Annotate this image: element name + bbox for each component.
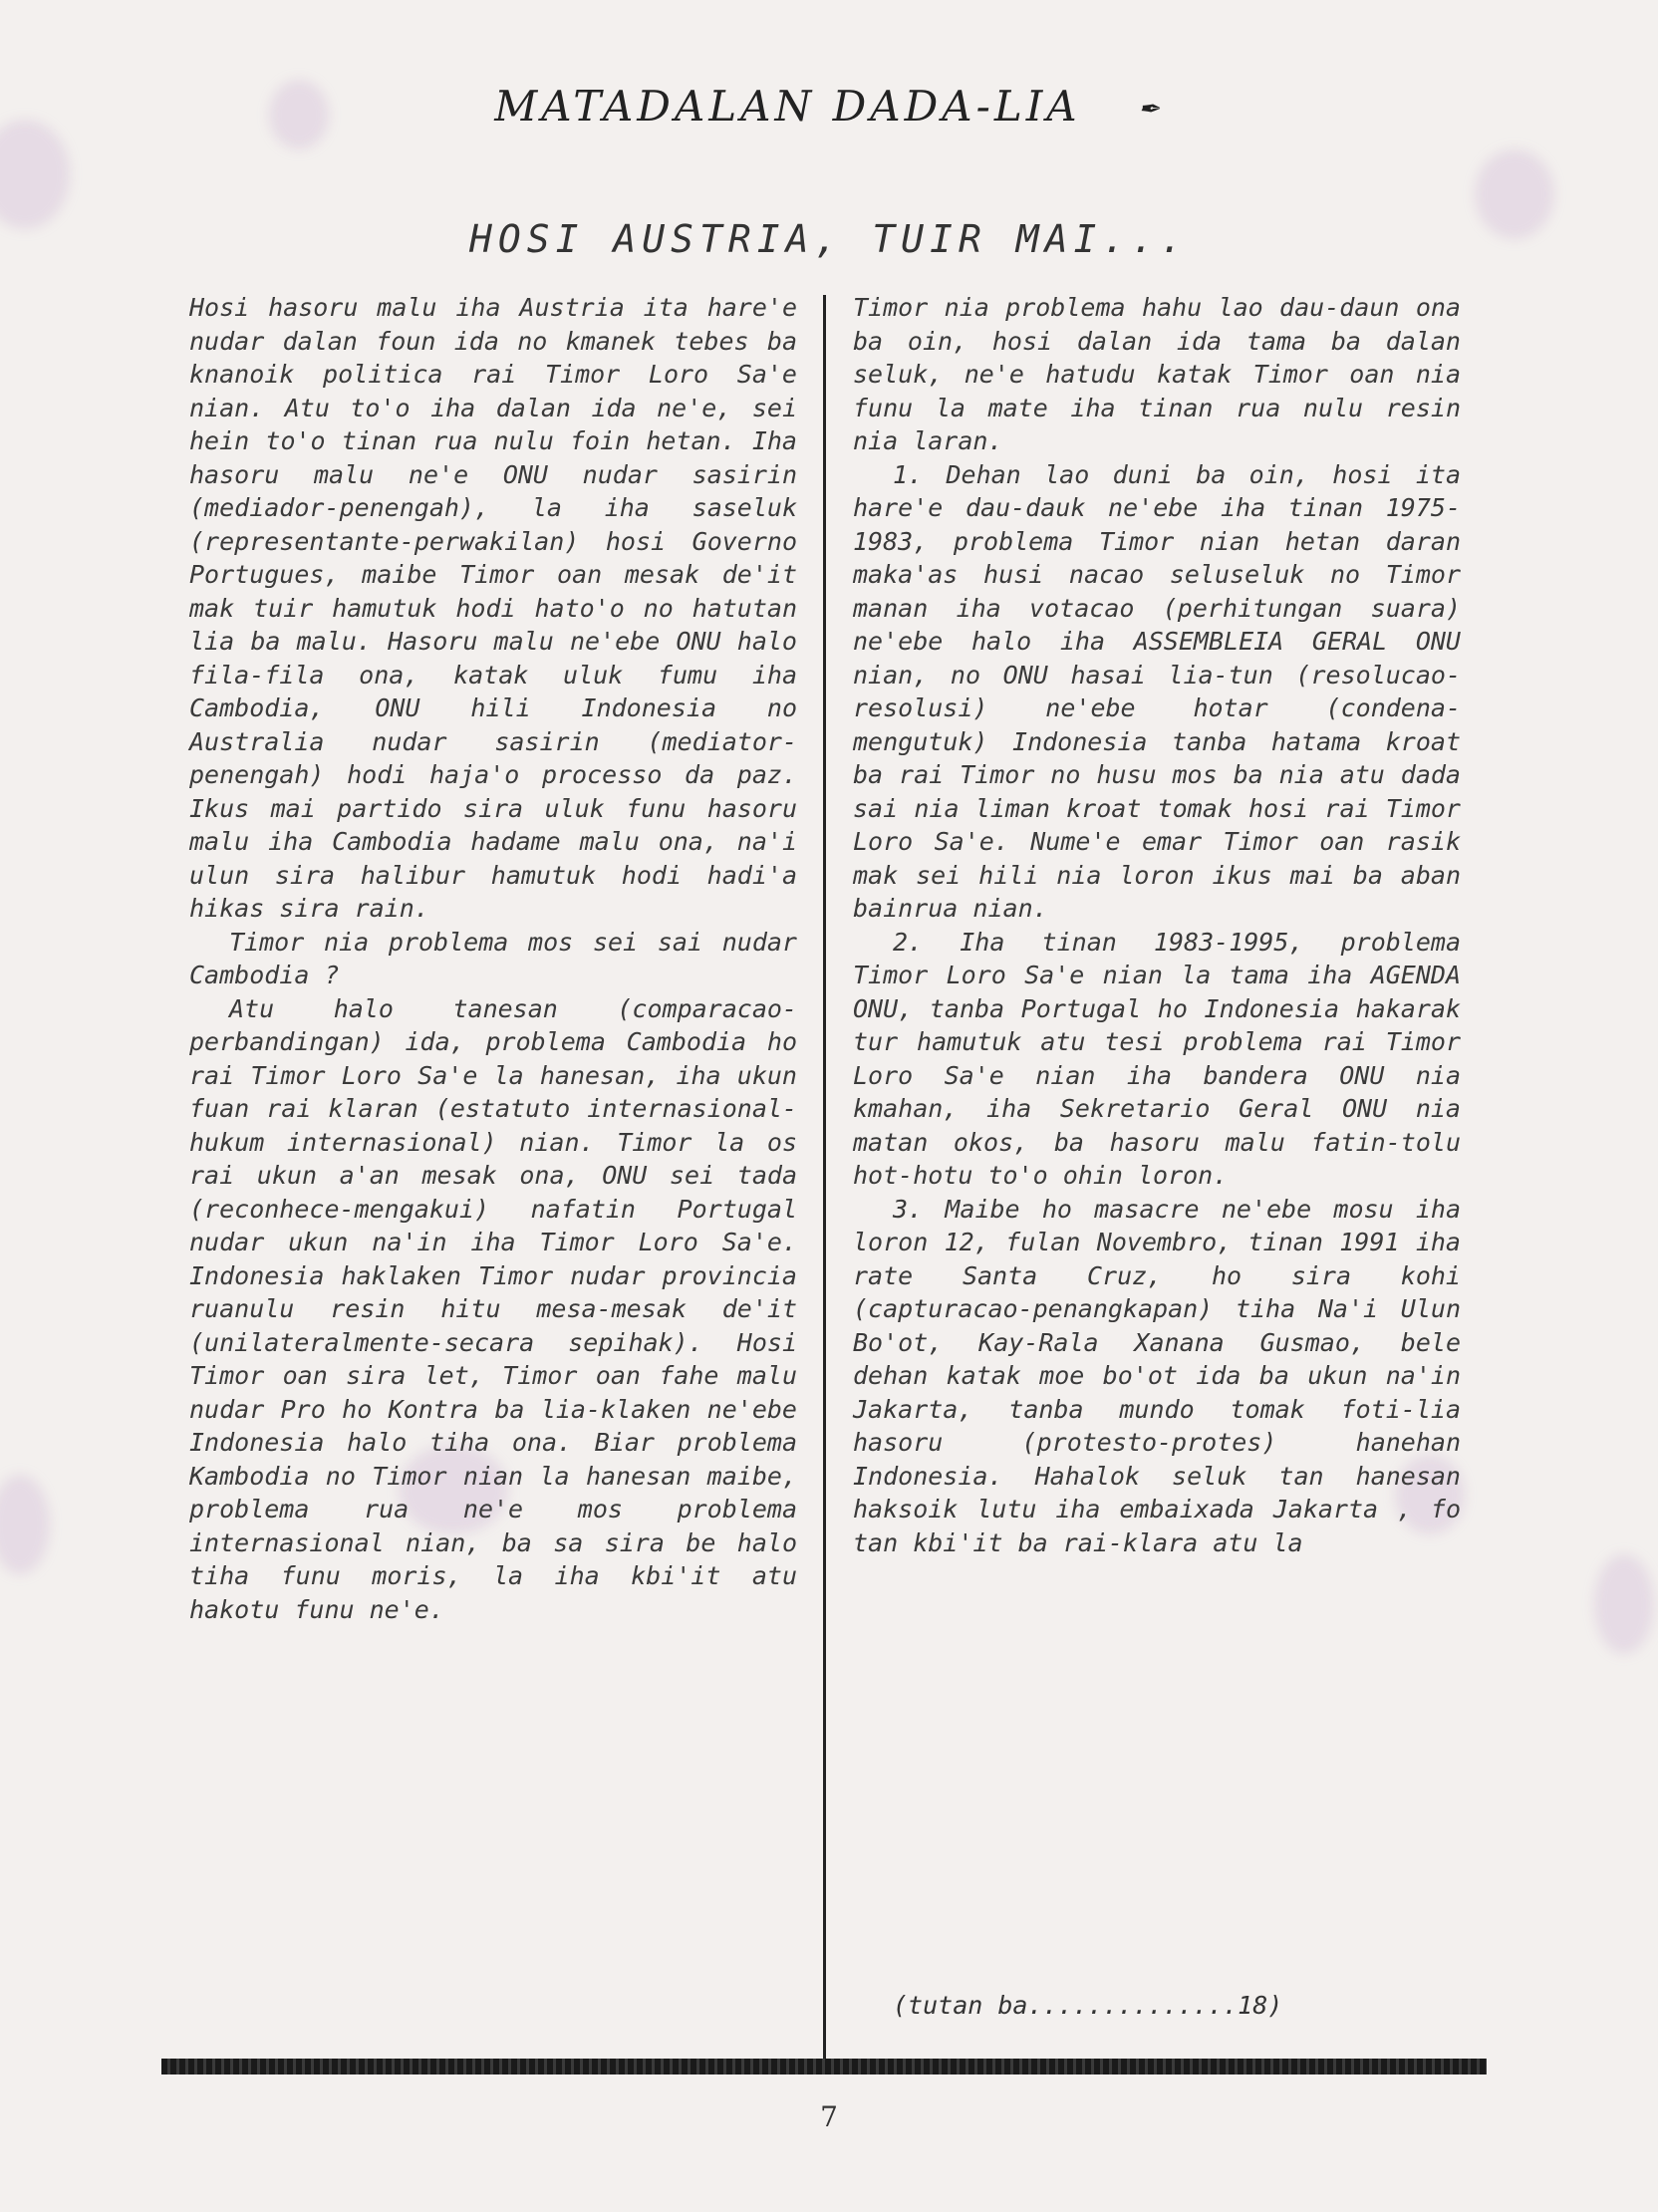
continuation-note: (tutan ba..............18)	[893, 1991, 1283, 2020]
masthead-title: MATADALAN DADA-LIA	[494, 82, 1081, 131]
paragraph: 3. Maibe ho masacre ne'ebe mosu iha loron 12, fulan Novembro, tinan 1991 iha rate Santa Cruz, ho sira kohi (capturacao-penangkapan) tiha Na'i Ulun Bo'ot, Kay-Rala Xanana Gusmao, bele dehan katak moe bo'ot ida ba ukun na'in Jakarta, tanba mundo tomak foti-lia hasoru (protesto-protes) hanehan Indonesia. Hahalok seluk tan hanesan haksoik lutu iha embaixada Jakarta , fo tan kbi'it ba rai-klara atu la	[853, 1194, 1461, 1557]
paragraph: 2. Iha tinan 1983-1995, problema Timor Loro Sa'e nian la tama iha AGENDA ONU, tanba Portugal ho Indonesia hakarak tur hamutuk atu tesi problema rai Timor Loro Sa'e nian iha bandera ONU nia kmahan, iha Sekretario Geral ONU nia matan okos, ba hasoru malu fatin-tolu hot-hotu to'o ohin loron.	[853, 927, 1461, 1190]
right-column	[853, 291, 1461, 1559]
article-headline: HOSI AUSTRIA, TUIR MAI...	[469, 217, 1189, 261]
masthead	[0, 82, 1658, 131]
page-number: 7	[820, 2100, 838, 2133]
paragraph: Atu halo tanesan (comparacao-perbandingan) ida, problema Cambodia ho rai Timor Loro Sa'e la hanesan, iha ukun fuan rai klaran (estatuto internasional-hukum internasional) nian. Timor la os rai ukun a'an mesak ona, ONU sei tada (reconhece-mengakui) nafatin Portugal nudar ukun na'in iha Timor Loro Sa'e. Indonesia haklaken Timor nudar provincia ruanulu resin hitu mesa-mesak de'it (unilateralmente-secara sepihak). Hosi Timor oan sira let, Timor oan fahe malu nudar Pro ho Kontra ba lia-klaken ne'ebe Indonesia halo tiha ona. Biar problema Kambodia no Timor nian la hanesan maibe, problema rua ne'e mos problema internasional nian, ba sa sira be halo tiha funu moris, la iha kbi'it atu hakotu funu ne'e.	[189, 993, 797, 1624]
paragraph: Hosi hasoru malu iha Austria ita hare'e nudar dalan foun ida no kmanek tebes ba knanoik politica rai Timor Loro Sa'e nian. Atu to'o iha dalan ida ne'e, sei hein to'o tinan rua nulu foin hetan. Iha hasoru malu ne'e ONU nudar sasirin (mediador-penengah), la iha saseluk (representante-perwakilan) hosi Governo Portugues, maibe Timor oan mesak de'it mak tuir hamutuk hodi hato'o no hatutan lia ba malu. Hasoru malu ne'ebe ONU halo fila-fila ona, katak uluk fumu iha Cambodia, ONU hili Indonesia no Australia nudar sasirin (mediator-penengah) hodi haja'o processo da paz. Ikus mai partido sira uluk funu hasoru malu iha Cambodia hadame malu ona, na'i ulun sira halibur hamutuk hodi hadi'a hikas sira rain.	[189, 293, 797, 923]
pen-mark-icon: ✒	[1138, 95, 1164, 125]
paragraph: Timor nia problema mos sei sai nudar Cambodia ?	[189, 927, 797, 989]
bottom-rule	[161, 2059, 1487, 2074]
column-divider	[823, 295, 826, 2064]
left-column	[189, 291, 797, 1626]
paragraph: 1. Dehan lao duni ba oin, hosi ita hare'e dau-dauk ne'ebe iha tinan 1975-1983, problema Timor nian hetan daran maka'as husi nacao seluseluk no Timor manan iha votacao (perhitungan suara) ne'ebe halo iha ASSEMBLEIA GERAL ONU nian, no ONU hasai lia-tun (resolucao-resolusi) ne'ebe hotar (condena-mengutuk) Indonesia tanba hatama kroat ba rai Timor no husu mos ba nia atu dada sai nia liman kroat tomak hosi rai Timor Loro Sa'e. Nume'e emar Timor oan rasik mak sei hili nia loron ikus mai ba aban bainrua nian.	[853, 459, 1461, 923]
paragraph: Timor nia problema hahu lao dau-daun ona ba oin, hosi dalan ida tama ba dalan seluk, ne'e hatudu katak Timor oan nia funu la mate iha tinan rua nulu resin nia laran.	[853, 293, 1461, 455]
